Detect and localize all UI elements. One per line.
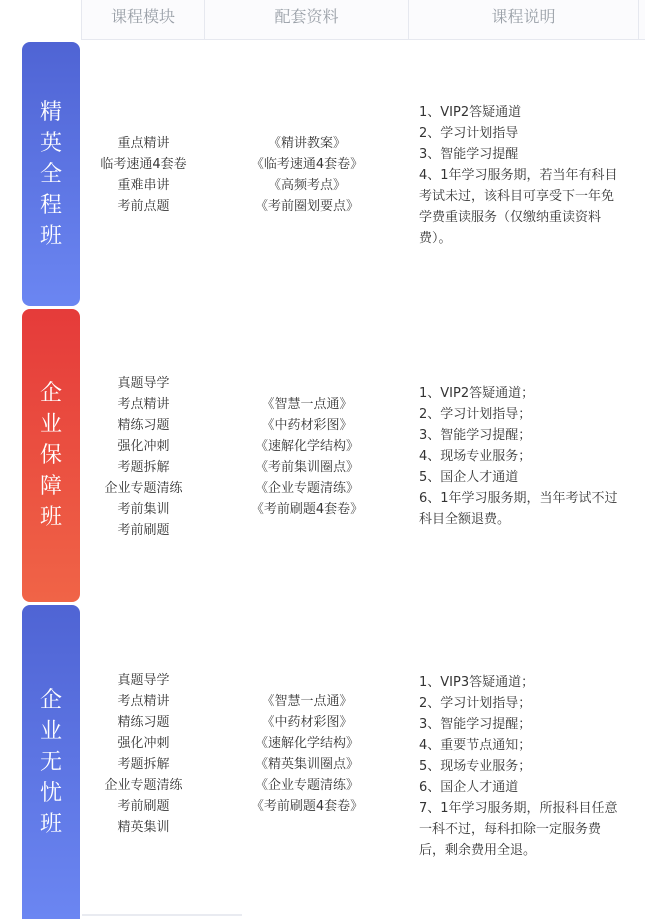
class-label-text: 企业无忧班 <box>39 687 62 837</box>
material-item: 《临考速通4套卷》 <box>250 157 364 172</box>
description-item: 2、学习计划指导； <box>419 696 532 711</box>
material-item: 《智慧一点通》 <box>261 694 353 709</box>
description-item: 5、现场专业服务； <box>419 759 532 774</box>
module-item: 考点精讲 <box>117 397 170 412</box>
module-item: 真题导学 <box>117 376 170 391</box>
material-item: 《速解化学结构》 <box>254 736 359 751</box>
material-item: 《速解化学结构》 <box>254 439 359 454</box>
material-item: 《考前圈划要点》 <box>254 199 359 214</box>
module-item: 重难串讲 <box>117 178 170 193</box>
description-item: 1、VIP2答疑通道； <box>419 386 535 401</box>
class-label-text: 企业保障班 <box>39 381 62 530</box>
module-item: 企业专题清练 <box>104 481 183 496</box>
header-course-description: 课程说明 <box>409 0 639 40</box>
module-item: 强化冲刺 <box>117 736 170 751</box>
description-list-enterprise-worry-free <box>419 672 624 861</box>
module-item: 精英集训 <box>117 820 170 835</box>
header-materials: 配套资料 <box>205 0 409 40</box>
description-item: 1、VIP2答疑通道 <box>419 105 522 120</box>
module-item: 考前刷题 <box>117 523 170 538</box>
module-item: 企业专题清练 <box>104 778 183 793</box>
description-item: 5、国企人才通道 <box>419 470 519 485</box>
module-item: 精练习题 <box>117 715 170 730</box>
description-item: 6、国企人才通道 <box>419 780 519 795</box>
description-item: 4、现场专业服务； <box>419 449 532 464</box>
material-item: 《考前刷题4套卷》 <box>250 799 364 814</box>
class-label-enterprise-worry-free <box>22 605 80 919</box>
header-course-module: 课程模块 <box>82 0 205 40</box>
description-item: 4、1年学习服务期，若当年有科目考试未过，该科目可享受下一年免学费重读服务（仅缴纳重读资料费）。 <box>419 168 618 246</box>
module-item: 精练习题 <box>117 418 170 433</box>
materials-list-enterprise-worry-free <box>205 691 409 817</box>
module-item: 强化冲刺 <box>117 439 170 454</box>
class-label-elite <box>22 42 80 306</box>
description-item: 3、智能学习提醒； <box>419 428 532 443</box>
bottom-divider <box>82 914 242 916</box>
class-label-text: 精英全程班 <box>39 99 62 249</box>
description-item: 1、VIP3答疑通道； <box>419 675 535 690</box>
description-item: 2、学习计划指导 <box>419 126 519 141</box>
material-item: 《企业专题清练》 <box>254 778 359 793</box>
module-item: 重点精讲 <box>117 136 170 151</box>
material-item: 《考前集训圈点》 <box>254 460 359 475</box>
materials-list-elite <box>205 133 409 217</box>
table-header <box>0 0 645 40</box>
module-item: 考题拆解 <box>117 757 170 772</box>
module-item: 临考速通4套卷 <box>100 157 187 172</box>
material-item: 《智慧一点通》 <box>261 397 353 412</box>
module-item: 考前刷题 <box>117 799 170 814</box>
material-item: 《精英集训圈点》 <box>254 757 359 772</box>
class-label-enterprise-guarantee <box>22 309 80 602</box>
module-item: 考前集训 <box>117 502 170 517</box>
description-list-enterprise-guarantee <box>419 383 624 530</box>
header-cell-edge <box>639 0 645 40</box>
description-item: 4、重要节点通知； <box>419 738 532 753</box>
material-item: 《考前刷题4套卷》 <box>250 502 364 517</box>
material-item: 《企业专题清练》 <box>254 481 359 496</box>
description-item: 7、1年学习服务期，所报科目任意一科不过，每科扣除一定服务费后，剩余费用全退。 <box>419 801 618 858</box>
description-item: 3、智能学习提醒； <box>419 717 532 732</box>
header-cell-empty <box>0 0 82 40</box>
modules-list-enterprise-worry-free <box>82 670 205 838</box>
description-item: 6、1年学习服务期，当年考试不过科目全额退费。 <box>419 491 618 527</box>
module-item: 考点精讲 <box>117 694 170 709</box>
description-item: 2、学习计划指导； <box>419 407 532 422</box>
module-item: 考题拆解 <box>117 460 170 475</box>
material-item: 《中药材彩图》 <box>261 418 353 433</box>
description-list-elite <box>419 102 624 249</box>
module-item: 考前点题 <box>117 199 170 214</box>
modules-list-elite <box>82 133 205 217</box>
material-item: 《中药材彩图》 <box>261 715 353 730</box>
description-item: 3、智能学习提醒 <box>419 147 519 162</box>
module-item: 真题导学 <box>117 673 170 688</box>
material-item: 《精讲教案》 <box>267 136 346 151</box>
modules-list-enterprise-guarantee <box>82 373 205 541</box>
materials-list-enterprise-guarantee <box>205 394 409 520</box>
material-item: 《高频考点》 <box>267 178 346 193</box>
